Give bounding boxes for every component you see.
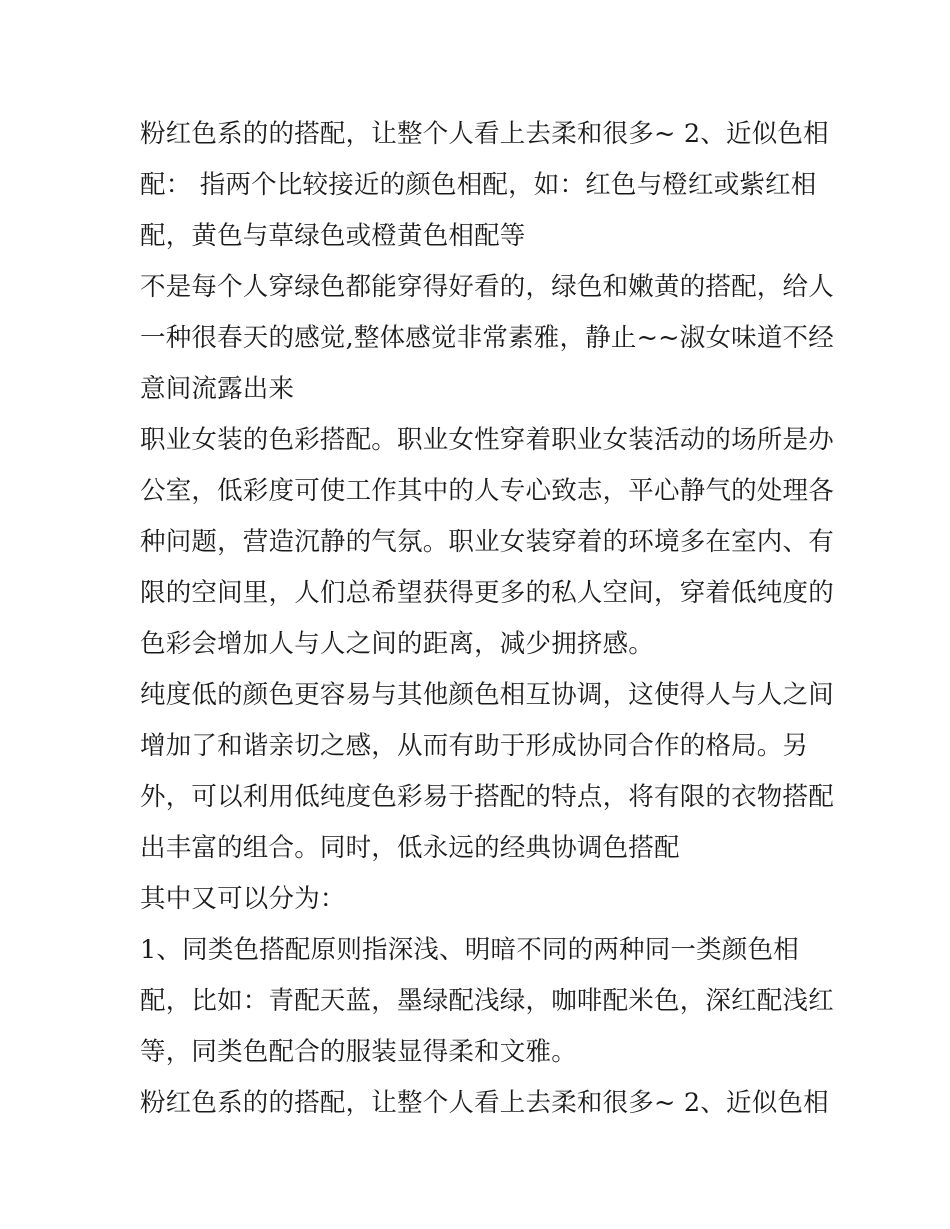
text-line: 配，比如：青配天蓝，墨绿配浅绿，咖啡配米色，深红配浅红 bbox=[140, 986, 834, 1016]
text-line: 种问题，营造沉静的气氛。职业女装穿着的环境多在室内、有 bbox=[140, 527, 834, 557]
text-line: 职业女装的色彩搭配。职业女性穿着职业女装活动的场所是办 bbox=[140, 425, 834, 455]
text-line: 色彩会增加人与人之间的距离，减少拥挤感。 bbox=[140, 629, 655, 659]
text-line: 公室，低彩度可使工作其中的人专心致志，平心静气的处理各 bbox=[140, 476, 834, 506]
text-line: 粉红色系的的搭配，让整个人看上去柔和很多~ 2、近似色相 bbox=[140, 1088, 829, 1118]
text-line: 配： 指两个比较接近的颜色相配，如：红色与橙红或紫红相 bbox=[140, 170, 817, 200]
text-line: 限的空间里，人们总希望获得更多的私人空间，穿着低纯度的 bbox=[140, 578, 834, 608]
text-line: 不是每个人穿绿色都能穿得好看的，绿色和嫩黄的搭配，给人 bbox=[140, 272, 834, 302]
text-line: 一种很春天的感觉,整体感觉非常素雅，静止~~淑女味道不经 bbox=[140, 323, 834, 353]
text-line: 其中又可以分为： bbox=[140, 884, 346, 914]
text-line: 出丰富的组合。同时，低永远的经典协调色搭配 bbox=[140, 833, 680, 863]
text-line: 粉红色系的的搭配，让整个人看上去柔和很多~ 2、近似色相 bbox=[140, 119, 829, 149]
text-line: 意间流露出来 bbox=[140, 374, 295, 404]
text-line: 配，黄色与草绿色或橙黄色相配等 bbox=[140, 221, 526, 251]
text-line: 外，可以利用低纯度色彩易于搭配的特点，将有限的衣物搭配 bbox=[140, 782, 834, 812]
text-line: 纯度低的颜色更容易与其他颜色相互协调，这使得人与人之间 bbox=[140, 680, 834, 710]
text-line: 等，同类色配合的服装显得柔和文雅。 bbox=[140, 1037, 577, 1067]
body-text bbox=[140, 109, 834, 1129]
text-line: 增加了和谐亲切之感，从而有助于形成协同合作的格局。另 bbox=[140, 731, 809, 761]
text-line: 1、同类色搭配原则指深浅、明暗不同的两种同一类颜色相 bbox=[140, 935, 799, 965]
